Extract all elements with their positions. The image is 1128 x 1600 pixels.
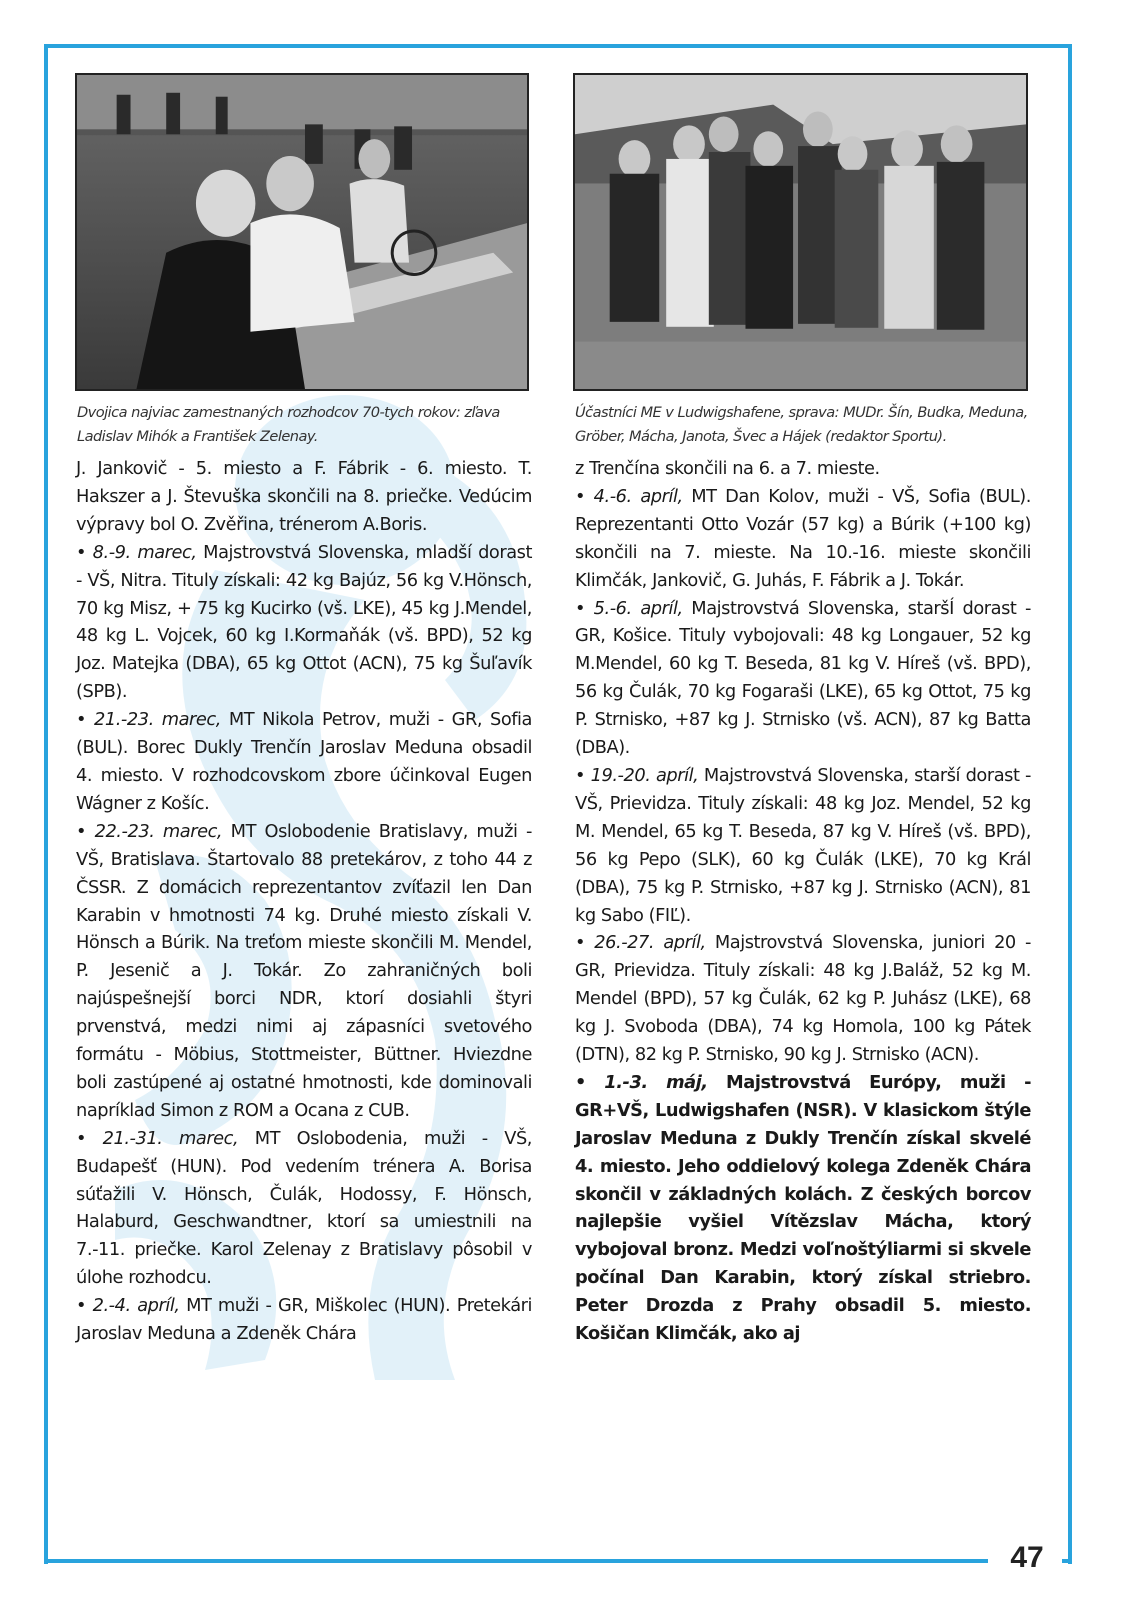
paragraph — [76, 818, 532, 1125]
paragraph — [76, 455, 532, 539]
paragraph — [575, 483, 1031, 595]
paragraph — [575, 595, 1031, 762]
paragraph-date: • 1.-3. máj, — [575, 1071, 708, 1093]
paragraph-text: z Trenčína skončili na 6. a 7. mieste. — [575, 458, 880, 479]
paragraph — [575, 929, 1031, 1069]
paragraph-date: • 26.-27. apríl, — [575, 932, 706, 954]
paragraph-date: • 4.-6. apríl, — [575, 485, 683, 507]
paragraph-text: MT Oslobodenie Bratislavy, muži - VŠ, Bratislava. Štartovalo 88 pretekárov, z toho 44 z ČSSR. Z domácich reprezentantov zvíťazil len Dan Karabin v hmotnosti 74 kg. Druhé miesto získali V. Hönsch a Búrik. Na treťom mieste skončili M. Mendel, P. Jesenič a J. Tokár. Zo zahraničných boli najúspešnejší borci NDR, ktorí dosiahli štyri prvenstvá, medzi nimi aj zápasníci svetového formátu - Möbius, Stottmeister, Büttner. Hviezdne boli zastúpené aj ostatné hmotnosti, kde dominovali napríklad Simon z ROM a Ocana z CUB. — [76, 820, 532, 1121]
paragraph — [575, 762, 1031, 929]
paragraph — [76, 1292, 532, 1348]
paragraph-text: J. Jankovič - 5. miesto a F. Fábrik - 6. miesto. T. Hakszer a J. Števuška skončili na 8. priečke. Vedúcim výpravy bol O. Zvěřina, trénerom A.Boris. — [76, 458, 532, 535]
paragraph — [76, 1125, 532, 1292]
paragraph-date: • 21.-31. marec, — [76, 1127, 239, 1149]
paragraph-date: • 5.-6. apríl, — [575, 597, 683, 619]
left-text-column — [76, 455, 532, 1348]
paragraph — [575, 455, 1031, 483]
paragraph-text: Majstrovstvá Slovenska, starší dorast - VŠ, Prievidza. Tituly získali: 48 kg Joz. Mendel, 52 kg M. Mendel, 65 kg T. Beseda, 87 kg V. Híreš (vš. BPD), 56 kg Pepo (SLK), 60 kg Čulák (LKE), 70 kg Král (DBA), 75 kg P. Strnisko, +87 kg J. Strnisko (ACN), 81 kg Sabo (FIĽ). — [575, 764, 1031, 926]
paragraph-text: MT Dan Kolov, muži - VŠ, Sofia (BUL). Reprezentanti Otto Vozár (57 kg) a Búrik (+100 kg) skončili na 7. mieste. Na 10.-16. mieste skončili Klimčák, Jankovič, G. Juhás, F. Fábrik a J. Tokár. — [575, 485, 1031, 591]
paragraph-text: Majstrovstvá Slovenska, juniori 20 - GR, Prievidza. Tituly získali: 48 kg J.Baláž, 52 kg M. Mendel (BPD), 57 kg Čulák, 62 kg P. Juhász (LKE), 68 kg J. Svoboda (DBA), 74 kg Homola, 100 kg Pátek (DTN), 82 kg P. Strnisko, 90 kg J. Strnisko (ACN). — [575, 932, 1031, 1066]
referees-photo — [75, 73, 529, 391]
frame-bottom-line — [44, 1559, 988, 1563]
paragraph-date: • 21.-23. marec, — [76, 709, 221, 731]
paragraph-date: • 22.-23. marec, — [76, 820, 223, 842]
paragraph-date: • 8.-9. marec, — [76, 541, 197, 563]
team-photo — [573, 73, 1028, 391]
right-photo-caption: Účastníci ME v Ludwigshafene, sprava: MUDr. Šín, Budka, Meduna, Gröber, Mácha, Janota, Švec a Hájek (redaktor Sportu). — [575, 404, 1028, 445]
paragraph — [76, 706, 532, 818]
paragraph-date: • 2.-4. apríl, — [76, 1295, 180, 1317]
paragraph-text: MT muži - GR, Miškolec (HUN). Pretekári Jaroslav Meduna a Zdeněk Chára — [76, 1295, 532, 1345]
frame-bottom-line-end — [1062, 1559, 1072, 1563]
paragraph — [575, 1069, 1031, 1348]
right-text-column — [575, 455, 1031, 1348]
paragraph — [76, 539, 532, 706]
page-number: 47 — [1010, 1541, 1044, 1574]
paragraph-date: • 19.-20. apríl, — [575, 764, 699, 786]
paragraph-text: Majstrovstvá Slovenska, mladší dorast - VŠ, Nitra. Tituly získali: 42 kg Bajúz, 56 kg V.Hönsch, 70 kg Misz, + 75 kg Kucirko (vš. LKE), 45 kg J.Mendel, 48 kg L. Vojcek, 60 kg I.Kormaňák (vš. BPD), 52 kg Joz. Matejka (DBA), 65 kg Ottot (ACN), 75 kg Šuľavík (SPB). — [76, 541, 532, 703]
paragraph-text: Majstrovstvá Slovenska, staršÍ dorast - GR, Košice. Tituly vybojovali: 48 kg Longauer, 52 kg M.Mendel, 60 kg T. Beseda, 81 kg V. Híreš (vš. BPD), 56 kg Čulák, 70 kg Fogaraši (LKE), 65 kg Ottot, 75 kg P. Strnisko, +87 kg J. Strnisko (vš. ACN), 87 kg Batta (DBA). — [575, 597, 1031, 759]
paragraph-text: Majstrovstvá Európy, muži - GR+VŠ, Ludwigshafen (NSR). V klasickom štýle Jaroslav Meduna z Dukly Trenčín získal skvelé 4. miesto. Jeho oddielový kolega Zdeněk Chára skončil v základných kolách. Z českých borcov najlepšie vyšiel Vítězslav Mácha, ktorý vybojoval bronz. Medzi voľnoštýliarmi si skvele počínal Dan Karabin, ktorý získal striebro. Peter Drozda z Prahy obsadil 5. miesto. Košičan Klimčák, ako aj — [575, 1071, 1032, 1345]
left-photo-caption: Dvojica najviac zamestnaných rozhodcov 70-tych rokov: zľava Ladislav Mihók a František Zelenay. — [77, 404, 500, 445]
paragraph-text: MT Oslobodenia, muži - VŠ, Budapešť (HUN). Pod vedením trénera A. Borisa súťažili V. Hönsch, Čulák, Hodossy, F. Hönsch, Halaburd, Geschwandtner, ktorí sa umiestnili na 7.-11. priečke. Karol Zelenay z Bratislavy pôsobil v úlohe rozhodcu. — [76, 1127, 532, 1289]
paragraph-text: MT Nikola Petrov, muži - GR, Sofia (BUL). Borec Dukly Trenčín Jaroslav Meduna obsadil 4. miesto. V rozhodcovskom zbore účinkoval Eugen Wágner z Košíc. — [76, 709, 532, 814]
